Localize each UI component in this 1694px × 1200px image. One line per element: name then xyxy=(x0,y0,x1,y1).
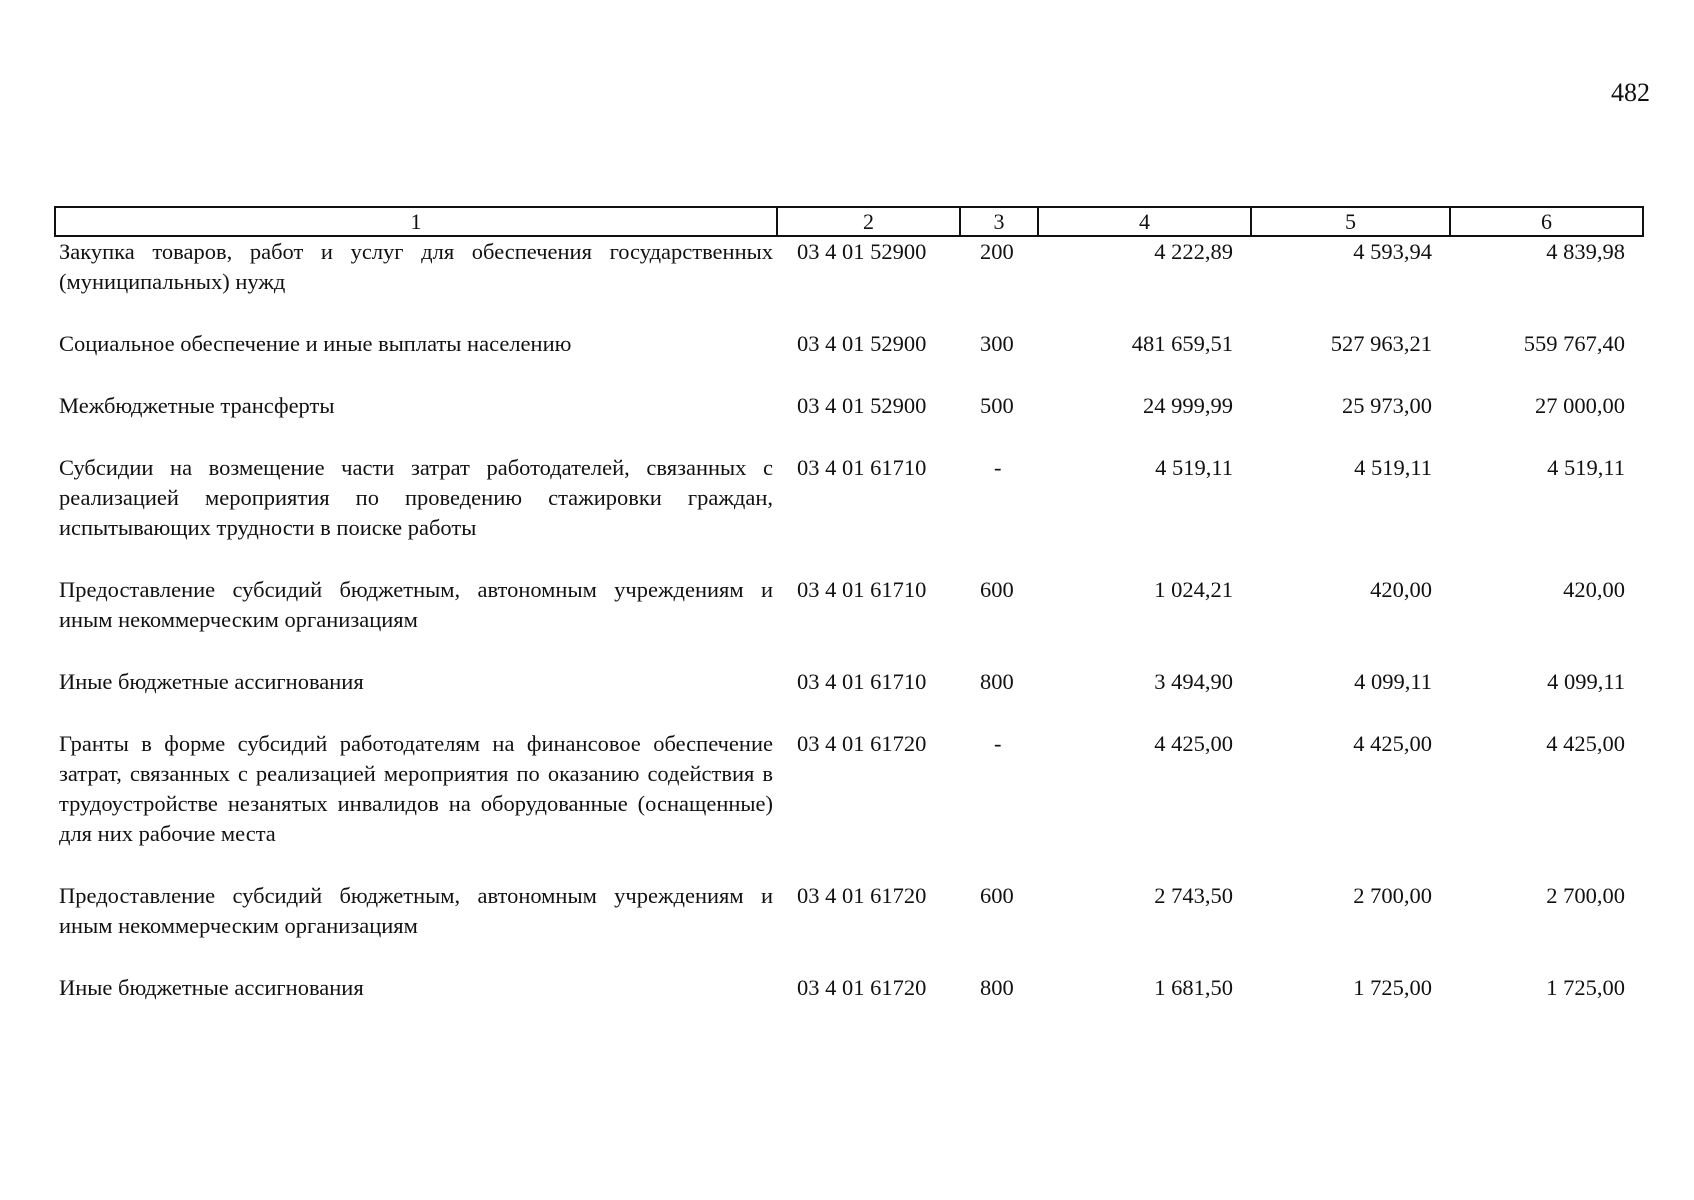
row-name: Предоставление субсидий бюджетным, автономным учреждениям и иным некоммерческим организациям xyxy=(59,577,773,632)
row-value-4: 24 999,99 xyxy=(1143,393,1233,418)
row-type: 800 xyxy=(980,669,1014,694)
row-value-4: 4 222,89 xyxy=(1154,239,1233,264)
table-row xyxy=(55,236,1643,297)
row-value-5: 4 519,11 xyxy=(1354,455,1432,480)
row-value-6: 2 700,00 xyxy=(1546,883,1625,908)
row-name: Гранты в форме субсидий работодателям на финансовое обеспечение затрат, связанных с реализацией мероприятия по оказанию содействия в трудоустройстве незанятых инвалидов на оборудованные (оснащенные) для них рабочие места xyxy=(59,731,773,846)
row-value-4: 4 519,11 xyxy=(1155,455,1233,480)
row-value-6: 4 425,00 xyxy=(1546,731,1625,756)
header-col-4: 4 xyxy=(1038,207,1251,236)
row-value-6: 27 000,00 xyxy=(1535,393,1625,418)
row-code: 03 4 01 61720 xyxy=(797,975,927,1000)
header-col-6: 6 xyxy=(1450,207,1643,236)
row-name: Межбюджетные трансферты xyxy=(59,393,335,418)
table-row xyxy=(55,575,1643,635)
row-spacer xyxy=(55,421,1643,453)
row-type: - xyxy=(994,455,1002,480)
row-type: 200 xyxy=(980,239,1014,264)
header-col-1: 1 xyxy=(55,207,777,236)
row-value-6: 4 839,98 xyxy=(1546,239,1625,264)
row-type: 600 xyxy=(980,577,1014,602)
row-code: 03 4 01 52900 xyxy=(797,239,927,264)
row-type: 300 xyxy=(980,331,1014,356)
row-value-6: 420,00 xyxy=(1563,577,1625,602)
budget-table xyxy=(54,206,1644,1003)
row-value-5: 4 425,00 xyxy=(1353,731,1432,756)
row-value-5: 2 700,00 xyxy=(1353,883,1432,908)
row-name: Предоставление субсидий бюджетным, автономным учреждениям и иным некоммерческим организациям xyxy=(59,883,773,938)
row-value-4: 2 743,50 xyxy=(1154,883,1233,908)
row-value-6: 559 767,40 xyxy=(1523,331,1625,356)
row-code: 03 4 01 61720 xyxy=(797,731,927,756)
row-spacer xyxy=(55,941,1643,973)
table-row xyxy=(55,881,1643,941)
row-value-4: 1 681,50 xyxy=(1154,975,1233,1000)
row-value-5: 1 725,00 xyxy=(1353,975,1432,1000)
row-value-5: 527 963,21 xyxy=(1330,331,1432,356)
row-value-5: 25 973,00 xyxy=(1342,393,1432,418)
table-body xyxy=(55,236,1643,1003)
row-type: 600 xyxy=(980,883,1014,908)
header-col-3: 3 xyxy=(960,207,1038,236)
row-type: 500 xyxy=(980,393,1014,418)
row-name: Субсидии на возмещение части затрат работодателей, связанных с реализацией мероприятия по проведению стажировки граждан, испытывающих трудности в поиске работы xyxy=(59,455,773,540)
row-code: 03 4 01 52900 xyxy=(797,393,927,418)
row-spacer xyxy=(55,543,1643,575)
row-spacer xyxy=(55,359,1643,391)
row-value-5: 4 099,11 xyxy=(1354,669,1432,694)
row-type: 800 xyxy=(980,975,1014,1000)
header-row xyxy=(55,207,1643,236)
row-code: 03 4 01 52900 xyxy=(797,331,927,356)
row-code: 03 4 01 61710 xyxy=(797,455,927,480)
row-spacer xyxy=(55,297,1643,329)
table-row xyxy=(55,667,1643,697)
row-name: Иные бюджетные ассигнования xyxy=(59,975,364,1000)
page-number: 482 xyxy=(1611,78,1650,107)
row-value-6: 1 725,00 xyxy=(1546,975,1625,1000)
row-value-5: 420,00 xyxy=(1370,577,1432,602)
row-spacer xyxy=(55,697,1643,729)
table-header xyxy=(55,207,1643,236)
row-value-6: 4 519,11 xyxy=(1547,455,1625,480)
table-row xyxy=(55,391,1643,421)
row-value-5: 4 593,94 xyxy=(1353,239,1432,264)
row-code: 03 4 01 61710 xyxy=(797,577,927,602)
row-value-4: 3 494,90 xyxy=(1154,669,1233,694)
row-value-4: 4 425,00 xyxy=(1154,731,1233,756)
row-type: - xyxy=(994,731,1002,756)
row-name: Иные бюджетные ассигнования xyxy=(59,669,364,694)
row-value-4: 481 659,51 xyxy=(1131,331,1233,356)
header-col-5: 5 xyxy=(1251,207,1450,236)
row-value-4: 1 024,21 xyxy=(1154,577,1233,602)
row-name: Закупка товаров, работ и услуг для обеспечения государственных (муниципальных) нужд xyxy=(59,239,773,294)
table-row xyxy=(55,973,1643,1003)
row-spacer xyxy=(55,635,1643,667)
row-code: 03 4 01 61720 xyxy=(797,883,927,908)
table-row xyxy=(55,329,1643,359)
row-code: 03 4 01 61710 xyxy=(797,669,927,694)
row-name: Социальное обеспечение и иные выплаты населению xyxy=(59,331,572,356)
header-col-2: 2 xyxy=(777,207,960,236)
row-spacer xyxy=(55,849,1643,881)
table-row xyxy=(55,453,1643,543)
table-row xyxy=(55,729,1643,849)
row-value-6: 4 099,11 xyxy=(1547,669,1625,694)
